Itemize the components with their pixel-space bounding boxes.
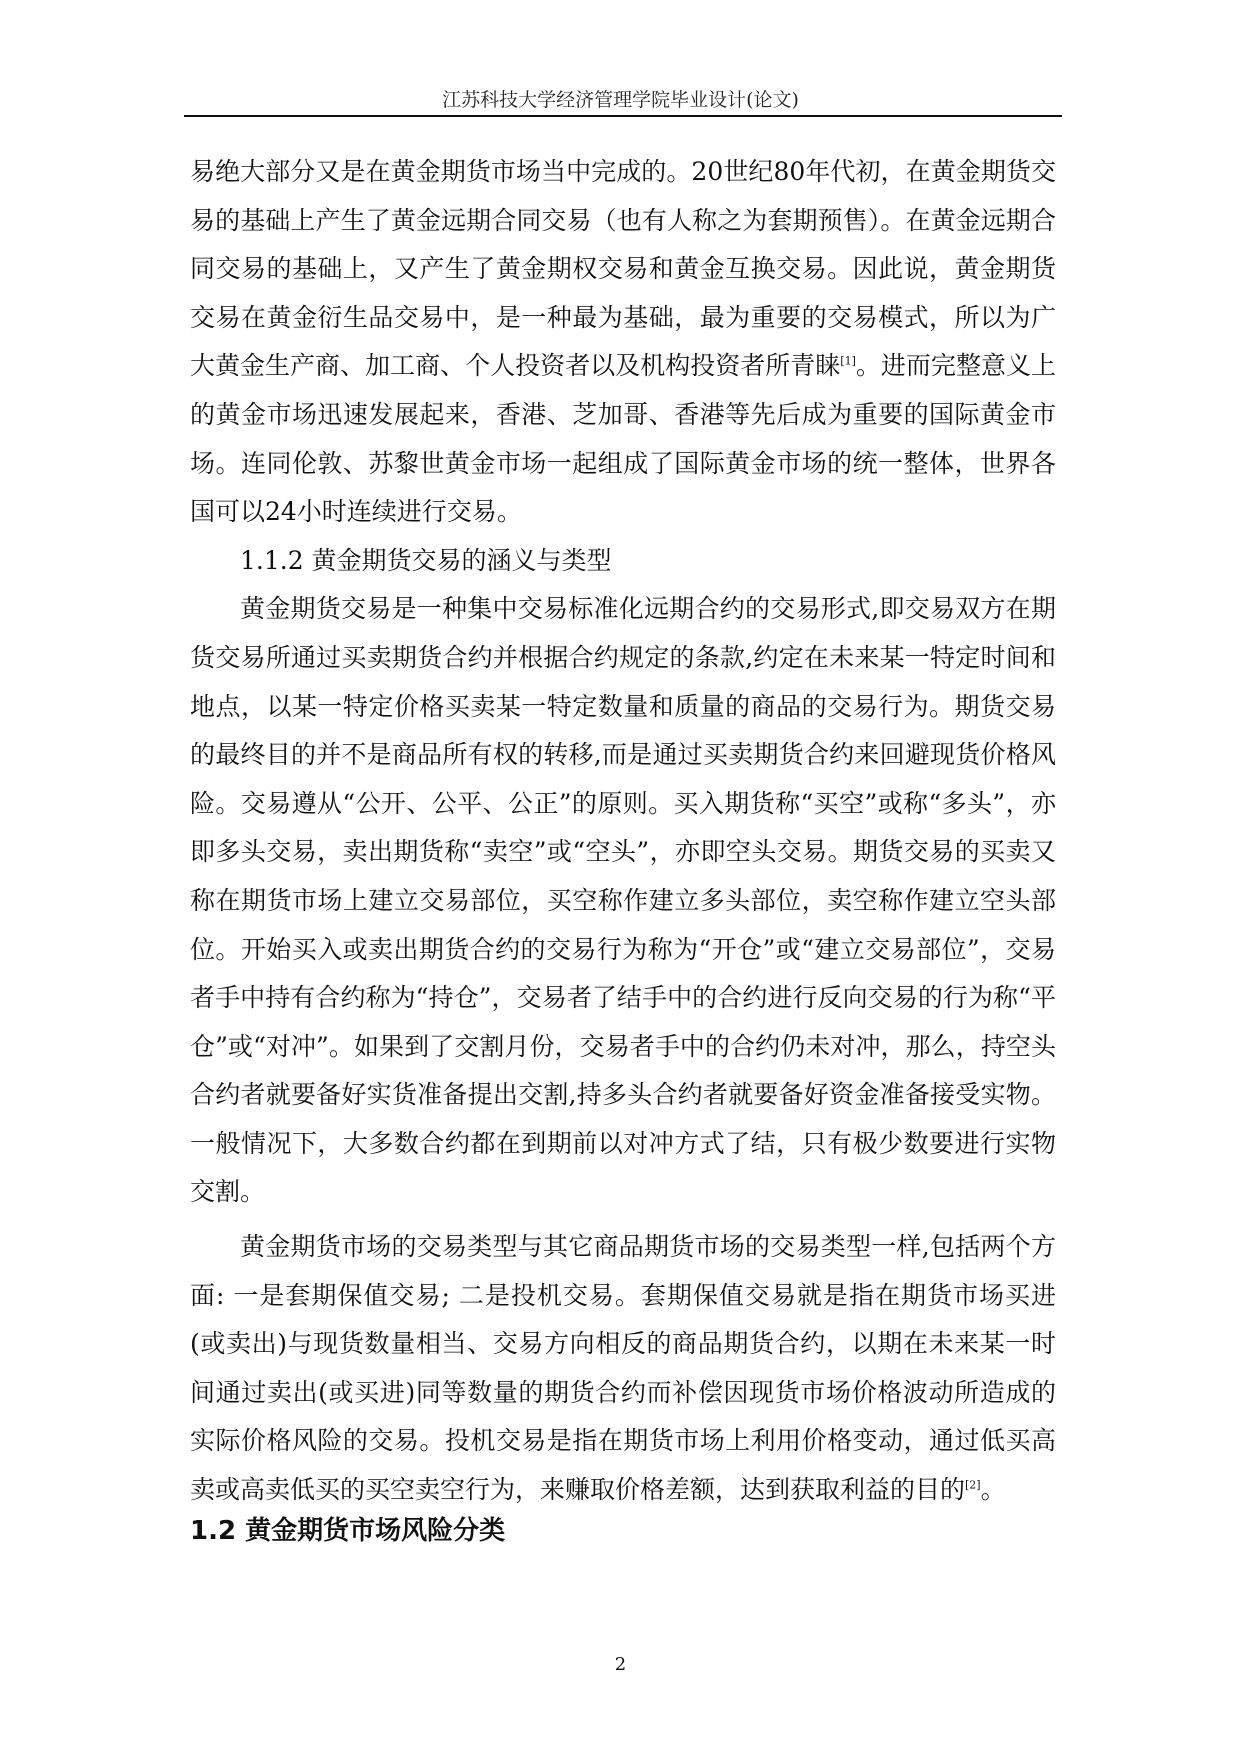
citation-ref-1: [1]: [840, 355, 856, 369]
running-header: 江苏科技大学经济管理学院毕业设计(论文): [442, 89, 799, 111]
paragraph-3-text-b: 。: [980, 1475, 1006, 1505]
paragraph-1: [190, 148, 1056, 537]
paragraph-3: [190, 1223, 1056, 1515]
paragraph-1-text-b: 。进而完整意义上的黄金市场迅速发展起来，香港、芝加哥、香港等先后成为重要的国际黄金市场。连同伦敦、苏黎世黄金市场一起组成了国际黄金市场的统一整体，世界各国可以24小时连续进行交易。: [190, 351, 1056, 527]
paragraph-3-text-a: 黄金期货市场的交易类型与其它商品期货市场的交易类型一样,包括两个方面: 一是套期保值交易; 二是投机交易。套期保值交易就是指在期货市场买进(或卖出)与现货数量相当、交易方向相反的商品期货合约，以期在未来某一时间通过卖出(或买进)同等数量的期货合约而补偿因现货市场价格波动所造成的实际价格风险的交易。投机交易是指在期货市场上利用价格变动，通过低买高卖或高卖低买的买空卖空行为，来赚取价格差额，达到获取利益的目的: [190, 1232, 1056, 1505]
section-heading: 1.2 黄金期货市场风险分类: [190, 1516, 506, 1546]
citation-ref-2: [2]: [965, 1478, 981, 1492]
subsection-heading: 1.1.2 黄金期货交易的涵义与类型: [240, 545, 612, 575]
paragraph-2: 黄金期货交易是一种集中交易标准化远期合约的交易形式,即交易双方在期货交易所通过买卖期货合约并根据合约规定的条款,约定在未来某一特定时间和地点，以某一特定价格买卖某一特定数量和质量的商品的交易行为。期货交易的最终目的并不是商品所有权的转移,而是通过买卖期货合约来回避现货价格风险。交易遵从“公开、公平、公正”的原则。买入期货称“买空”或称“多头”，亦即多头交易，卖出期货称“卖空”或“空头”，亦即空头交易。期货交易的买卖又称在期货市场上建立交易部位，买空称作建立多头部位，卖空称作建立空头部位。开始买入或卖出期货合约的交易行为称为“开仓”或“建立交易部位”，交易者手中持有合约称为“持仓”，交易者了结手中的合约进行反向交易的行为称“平仓”或“对冲”。如果到了交割月份，交易者手中的合约仍未对冲，那么，持空头合约者就要备好实货准备提出交割,持多头合约者就要备好资金准备接受实物。一般情况下，大多数合约都在到期前以对冲方式了结，只有极少数要进行实物交割。: [190, 594, 1056, 1207]
header-divider: [184, 115, 1062, 117]
body-text: [190, 148, 1056, 1515]
paragraph-1-text-a: 易绝大部分又是在黄金期货市场当中完成的。20世纪80年代初，在黄金期货交易的基础上产生了黄金远期合同交易（也有人称之为套期预售）。在黄金远期合同交易的基础上，又产生了黄金期权交易和黄金互换交易。因此说，黄金期货交易在黄金衍生品交易中，是一种最为基础，最为重要的交易模式，所以为广大黄金生产商、加工商、个人投资者以及机构投资者所青睐: [190, 157, 1056, 381]
page-number: 2: [614, 1654, 627, 1675]
